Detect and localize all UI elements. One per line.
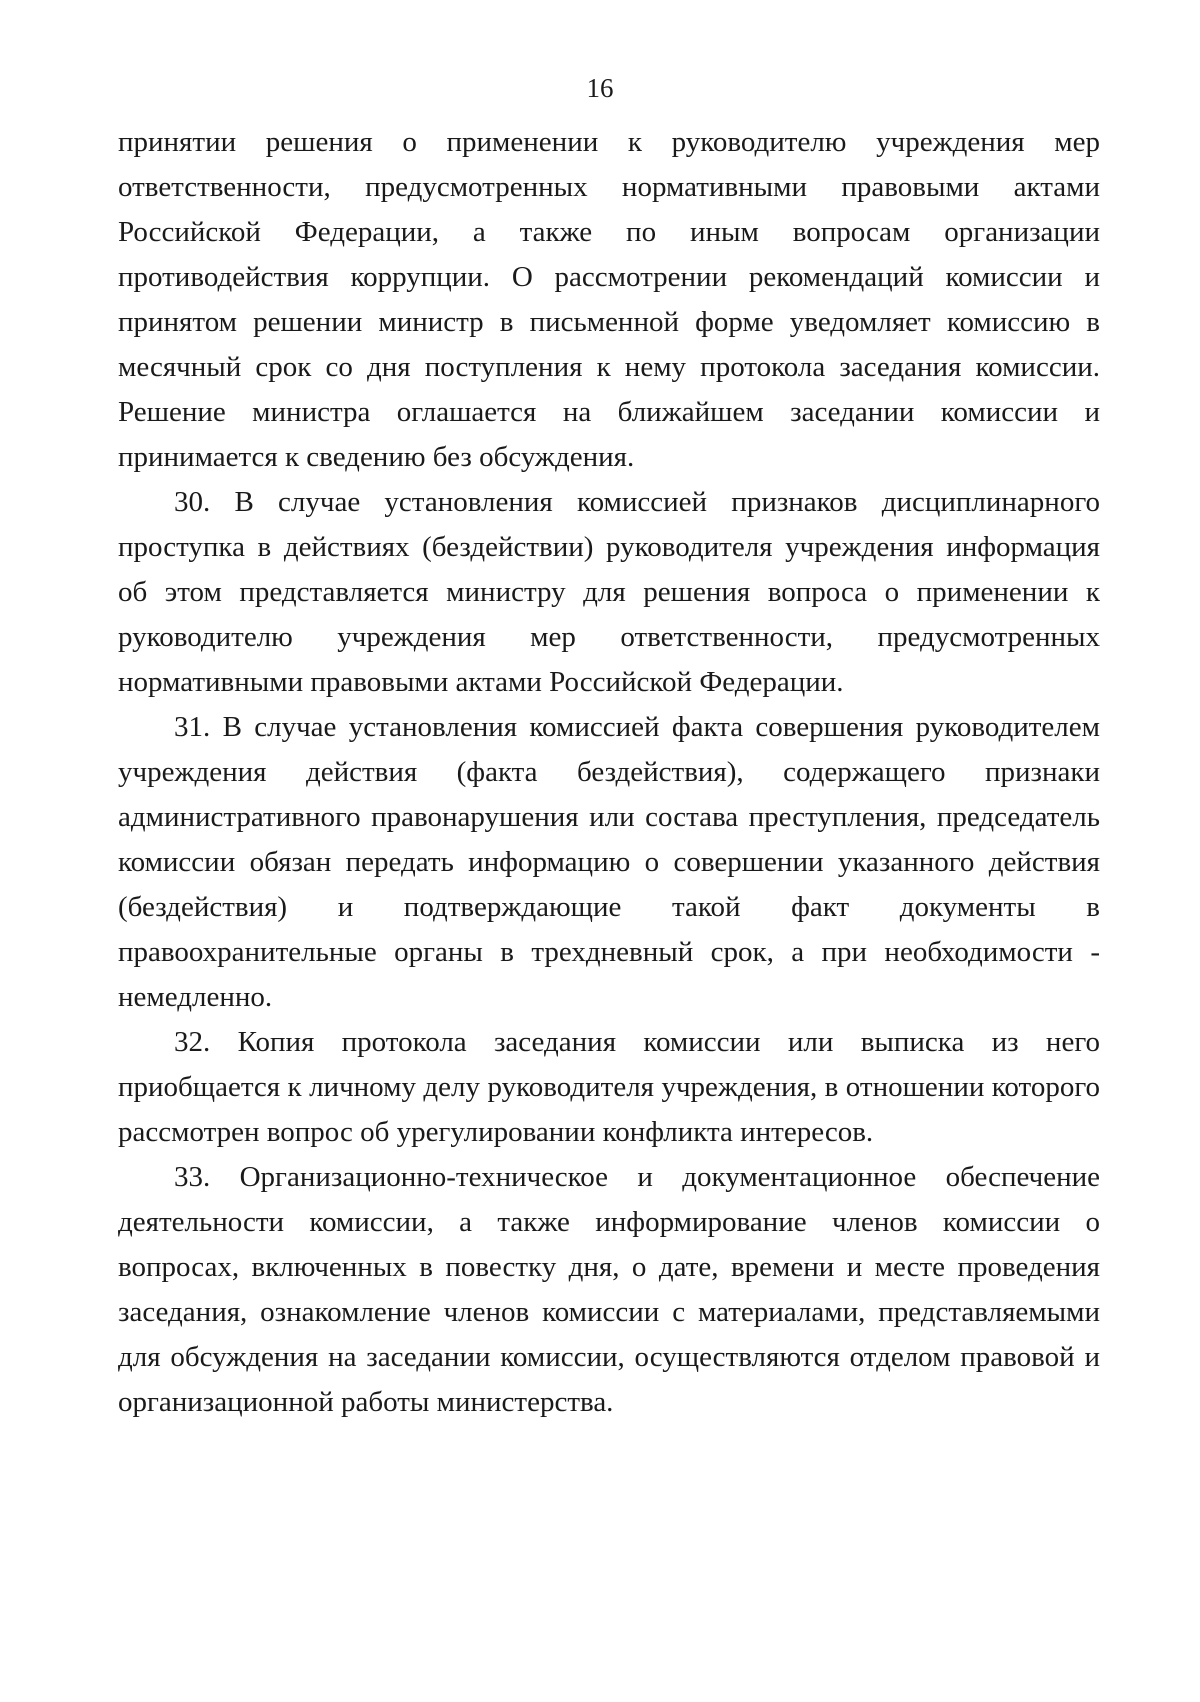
paragraph-32: 32. Копия протокола заседания комиссии или выписка из него приобщается к личному делу руководителя учреждения, в отношении которого рассмотрен вопрос об урегулировании конфликта интересов. [118, 1026, 1100, 1148]
paragraph-31: 31. В случае установления комиссией факта совершения руководителем учреждения действия (факта бездействия), содержащего признаки административного правонарушения или состава преступления, председатель комиссии обязан передать информацию о совершении указанного действия (бездействия) и подтверждающие такой факт документы в правоохранительные органы в трехдневный срок, а при необходимости - немедленно. [118, 711, 1100, 1013]
paragraph-continuation: принятии решения о применении к руководителю учреждения мер ответственности, предусмотренных нормативными правовыми актами Российской Федерации, а также по иным вопросам организации противодействия коррупции. О рассмотрении рекомендаций комиссии и принятом решении министр в письменной форме уведомляет комиссию в месячный срок со дня поступления к нему протокола заседания комиссии. Решение министра оглашается на ближайшем заседании комиссии и принимается к сведению без обсуждения. [118, 126, 1100, 473]
page-number: 16 [586, 73, 614, 103]
paragraph-33: 33. Организационно-техническое и документационное обеспечение деятельности комиссии, а также информирование членов комиссии о вопросах, включенных в повестку дня, о дате, времени и месте проведения заседания, ознакомление членов комиссии с материалами, представляемыми для обсуждения на заседании комиссии, осуществляются отделом правовой и организационной работы министерства. [118, 1161, 1100, 1418]
document-body [118, 120, 1100, 1425]
paragraph-30: 30. В случае установления комиссией признаков дисциплинарного проступка в действиях (бездействии) руководителя учреждения информация об этом представляется министру для решения вопроса о применении к руководителю учреждения мер ответственности, предусмотренных нормативными правовыми актами Российской Федерации. [118, 486, 1100, 698]
